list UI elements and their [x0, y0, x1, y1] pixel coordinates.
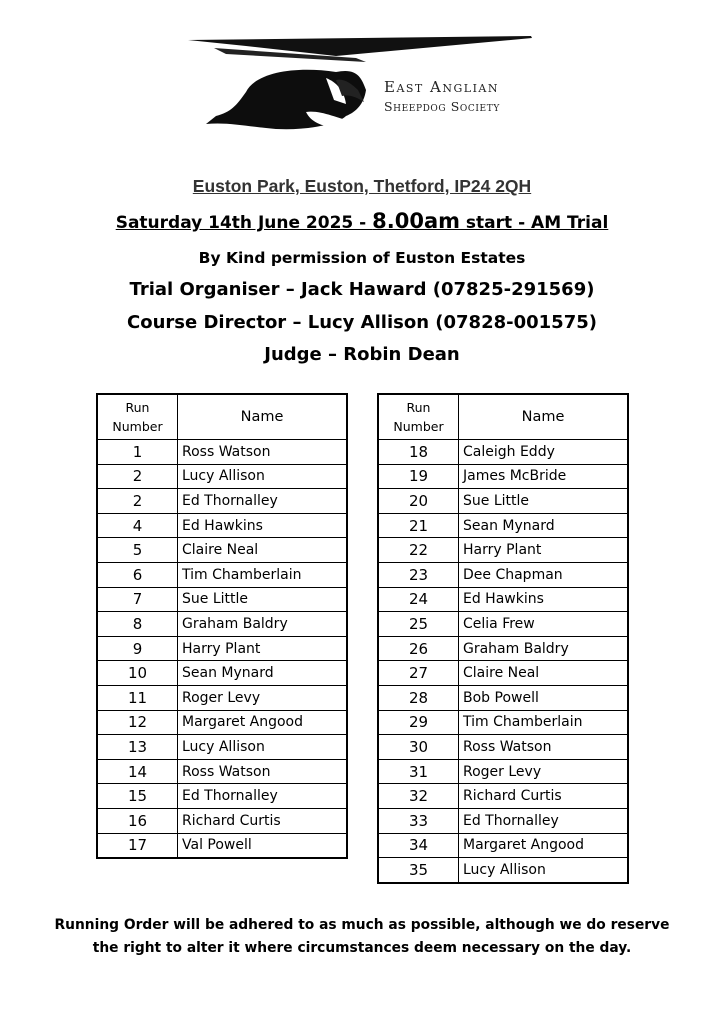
table-row: [378, 784, 628, 809]
footer-line1: Running Order will be adhered to as much as possible, although we do reserve: [54, 917, 670, 933]
run-number-cell: 13: [97, 735, 178, 760]
handler-name-cell: Margaret Angood: [459, 833, 629, 858]
run-number-cell: 18: [378, 440, 459, 465]
table-row: [97, 661, 347, 686]
handler-name-cell: Ed Hawkins: [178, 513, 348, 538]
table-row: [378, 808, 628, 833]
run-number-cell: 20: [378, 489, 459, 514]
handler-name-cell: Ed Hawkins: [459, 587, 629, 612]
run-number-cell: 4: [97, 513, 178, 538]
date-suffix: start - AM Trial: [460, 213, 609, 233]
handler-name-cell: Sean Mynard: [459, 513, 629, 538]
handler-name-cell: Richard Curtis: [178, 808, 348, 833]
table-row: [97, 735, 347, 760]
handler-name-cell: Harry Plant: [178, 636, 348, 661]
handler-name-cell: Roger Levy: [178, 685, 348, 710]
logo-title-line2: Sheepdog Society: [384, 99, 500, 114]
run-number-cell: 23: [378, 562, 459, 587]
table-row: [97, 513, 347, 538]
table-row: [378, 735, 628, 760]
handler-name-cell: Bob Powell: [459, 685, 629, 710]
table-row: [97, 612, 347, 637]
date-prefix: Saturday 14th June 2025 -: [115, 213, 373, 233]
handler-name-cell: Ed Thornalley: [178, 489, 348, 514]
handler-name-cell: Lucy Allison: [178, 464, 348, 489]
table-row: [378, 661, 628, 686]
table-row: [97, 587, 347, 612]
name-header: Name: [178, 394, 348, 440]
table-row: [97, 489, 347, 514]
table-row: [97, 784, 347, 809]
table-row: [378, 562, 628, 587]
run-number-cell: 22: [378, 538, 459, 563]
run-number-cell: 34: [378, 833, 459, 858]
run-number-cell: 10: [97, 661, 178, 686]
table-row: [378, 440, 628, 465]
run-number-cell: 5: [97, 538, 178, 563]
run-number-header: Run Number: [378, 394, 459, 440]
judge: Judge – Robin Dean: [264, 344, 460, 365]
name-header: Name: [459, 394, 629, 440]
table-row: [97, 440, 347, 465]
handler-name-cell: Ross Watson: [178, 440, 348, 465]
logo-title-line1: East Anglian: [384, 78, 499, 96]
handler-name-cell: Graham Baldry: [178, 612, 348, 637]
table-row: [97, 833, 347, 858]
run-number-cell: 35: [378, 858, 459, 883]
run-number-cell: 7: [97, 587, 178, 612]
run-number-cell: 29: [378, 710, 459, 735]
run-number-cell: 11: [97, 685, 178, 710]
handler-name-cell: Richard Curtis: [459, 784, 629, 809]
running-order-table-left: [96, 393, 348, 859]
handler-name-cell: Ed Thornalley: [459, 808, 629, 833]
handler-name-cell: Harry Plant: [459, 538, 629, 563]
table-row: [97, 685, 347, 710]
footer-line2: the right to alter it where circumstances deem necessary on the day.: [92, 940, 632, 956]
course-director: Course Director – Lucy Allison (07828-001575): [127, 312, 597, 333]
table-row: [97, 464, 347, 489]
handler-name-cell: Caleigh Eddy: [459, 440, 629, 465]
handler-name-cell: Roger Levy: [459, 759, 629, 784]
handler-name-cell: Dee Chapman: [459, 562, 629, 587]
run-number-cell: 2: [97, 464, 178, 489]
table-row: [378, 513, 628, 538]
table-row: [378, 858, 628, 883]
handler-name-cell: Tim Chamberlain: [178, 562, 348, 587]
run-number-cell: 30: [378, 735, 459, 760]
table-row: [97, 538, 347, 563]
run-number-cell: 14: [97, 759, 178, 784]
run-number-cell: 31: [378, 759, 459, 784]
table-row: [378, 685, 628, 710]
table-header-row: [378, 394, 628, 440]
run-number-cell: 26: [378, 636, 459, 661]
run-number-cell: 16: [97, 808, 178, 833]
table-row: [378, 612, 628, 637]
venue-address: Euston Park, Euston, Thetford, IP24 2QH: [192, 176, 532, 196]
table-row: [378, 538, 628, 563]
table-row: [97, 562, 347, 587]
table-row: [97, 808, 347, 833]
run-number-cell: 9: [97, 636, 178, 661]
trial-date: [0, 209, 724, 233]
run-number-cell: 28: [378, 685, 459, 710]
table-row: [378, 636, 628, 661]
run-number-cell: 21: [378, 513, 459, 538]
trial-organiser: Trial Organiser – Jack Haward (07825-291569): [129, 279, 595, 300]
permission-note: By Kind permission of Euston Estates: [198, 249, 526, 267]
footer-note: [0, 914, 724, 960]
handler-name-cell: Sean Mynard: [178, 661, 348, 686]
handler-name-cell: Celia Frew: [459, 612, 629, 637]
handler-name-cell: Claire Neal: [178, 538, 348, 563]
run-number-cell: 19: [378, 464, 459, 489]
running-order-table-right: [377, 393, 629, 884]
table-row: [378, 759, 628, 784]
table-row: [97, 759, 347, 784]
run-number-cell: 32: [378, 784, 459, 809]
handler-name-cell: Ed Thornalley: [178, 784, 348, 809]
handler-name-cell: Lucy Allison: [459, 858, 629, 883]
handler-name-cell: Lucy Allison: [178, 735, 348, 760]
table-row: [378, 587, 628, 612]
table-row: [378, 710, 628, 735]
handler-name-cell: Sue Little: [459, 489, 629, 514]
run-number-cell: 24: [378, 587, 459, 612]
handler-name-cell: Margaret Angood: [178, 710, 348, 735]
handler-name-cell: James McBride: [459, 464, 629, 489]
run-number-cell: 27: [378, 661, 459, 686]
table-row: [378, 464, 628, 489]
run-number-cell: 12: [97, 710, 178, 735]
handler-name-cell: Graham Baldry: [459, 636, 629, 661]
table-row: [378, 489, 628, 514]
run-number-cell: 25: [378, 612, 459, 637]
handler-name-cell: Claire Neal: [459, 661, 629, 686]
run-number-cell: 6: [97, 562, 178, 587]
run-number-header: Run Number: [97, 394, 178, 440]
table-header-row: [97, 394, 347, 440]
start-time: 8.00am: [372, 209, 461, 233]
run-number-cell: 33: [378, 808, 459, 833]
run-number-cell: 17: [97, 833, 178, 858]
table-row: [97, 710, 347, 735]
society-logo: [186, 32, 536, 142]
handler-name-cell: Sue Little: [178, 587, 348, 612]
handler-name-cell: Ross Watson: [178, 759, 348, 784]
table-row: [97, 636, 347, 661]
run-number-cell: 8: [97, 612, 178, 637]
handler-name-cell: Tim Chamberlain: [459, 710, 629, 735]
run-number-cell: 2: [97, 489, 178, 514]
run-number-cell: 15: [97, 784, 178, 809]
run-number-cell: 1: [97, 440, 178, 465]
table-row: [378, 833, 628, 858]
handler-name-cell: Ross Watson: [459, 735, 629, 760]
handler-name-cell: Val Powell: [178, 833, 348, 858]
